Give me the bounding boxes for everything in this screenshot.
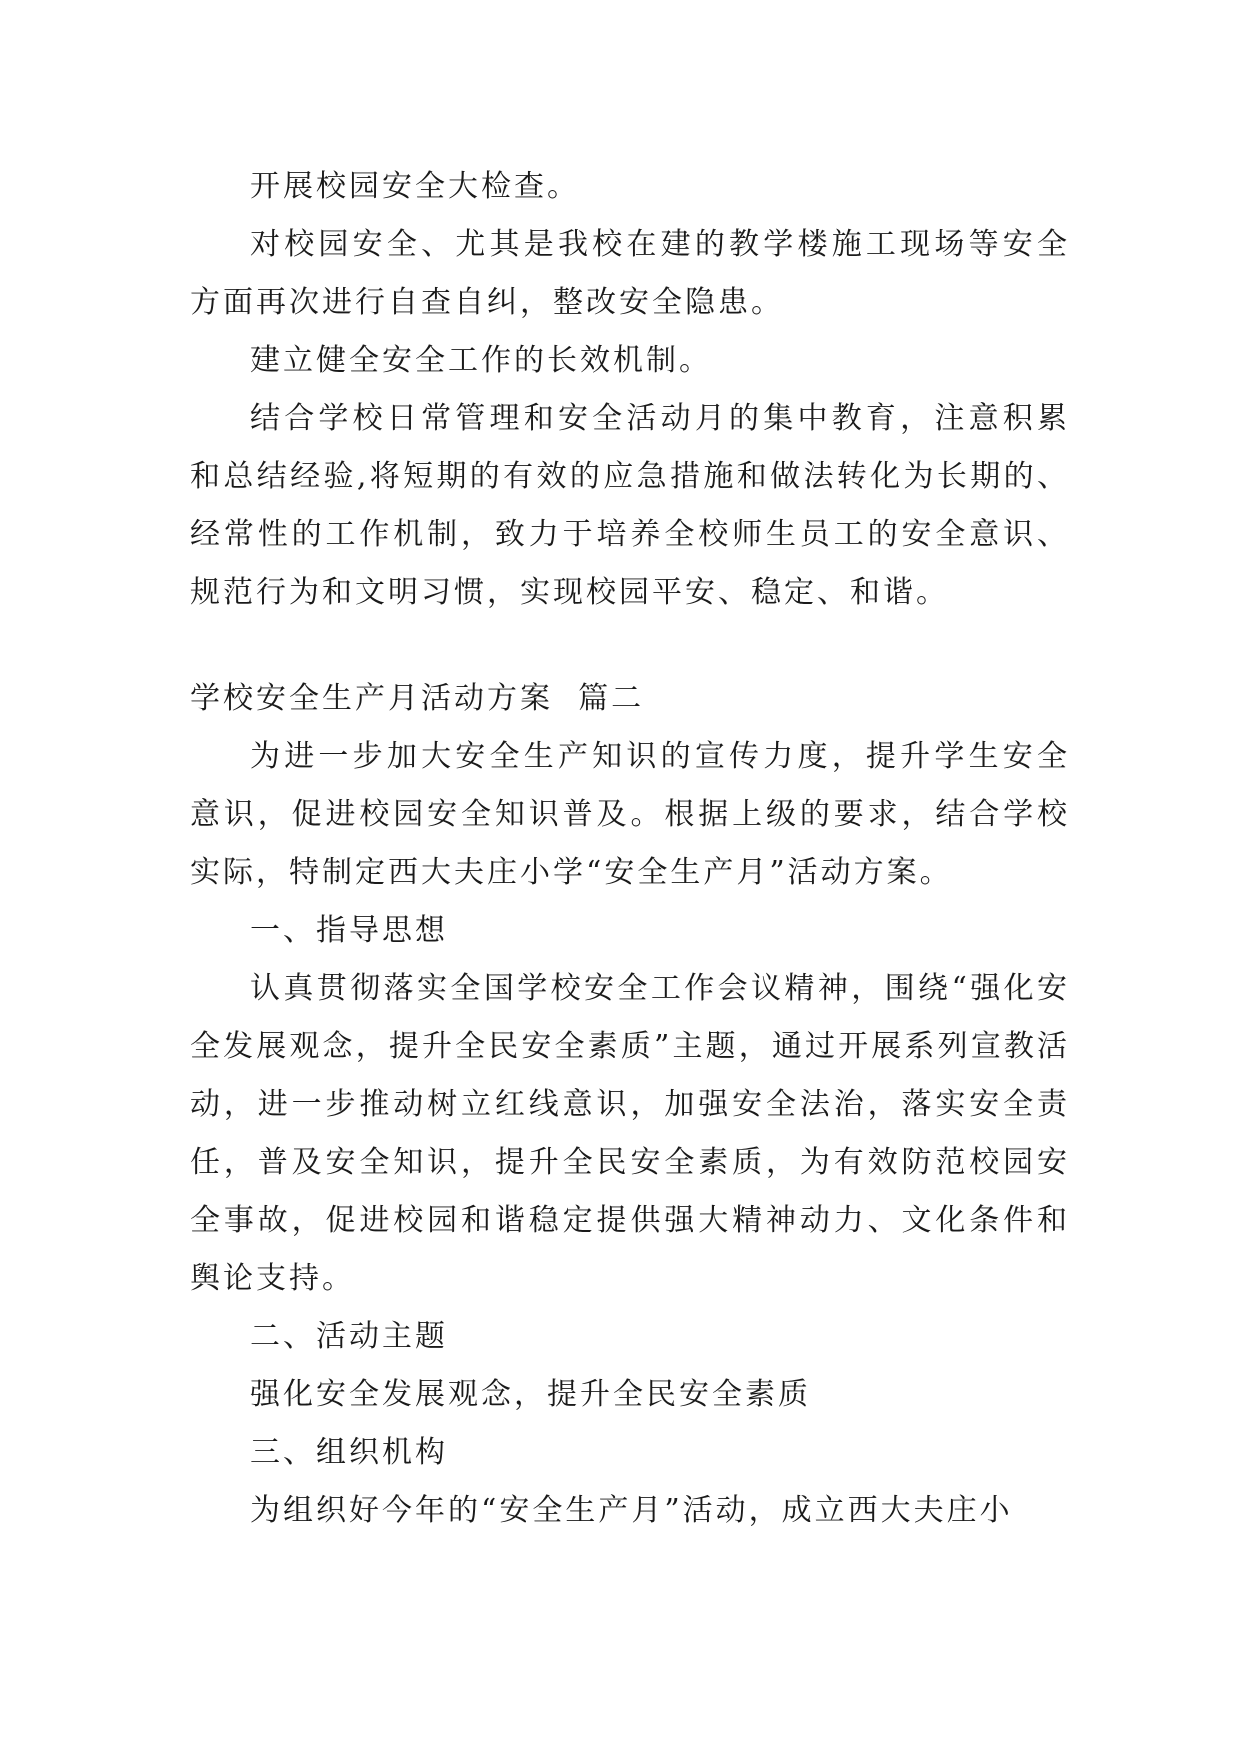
heading-guiding-thought: 一、指导思想 [250, 913, 448, 948]
paragraph-daily-management: 结合学校日常管理和安全活动月的集中教育，注意积累和总结经验,将短期的有效的应急措施和做法转化为长期的、经常性的工作机制，致力于培养全校师生员工的安全意识、规范行为和文明习惯，实现校园平安、稳定、和谐。 [190, 401, 1070, 610]
paragraph-intro: 为进一步加大安全生产知识的宣传力度，提升学生安全意识，促进校园安全知识普及。根据上级的要求，结合学校实际，特制定西大夫庄小学“安全生产月”活动方案。 [190, 739, 1070, 890]
paragraph-self-check: 对校园安全、尤其是我校在建的教学楼施工现场等安全方面再次进行自查自纠，整改安全隐患。 [190, 227, 1070, 320]
paragraph-guiding-thought: 认真贯彻落实全国学校安全工作会议精神，围绕“强化安全发展观念，提升全民安全素质”主题，通过开展系列宣教活动，进一步推动树立红线意识，加强安全法治，落实安全责任，普及安全知识，提升全民安全素质，为有效防范校园安全事故，促进校园和谐稳定提供强大精神动力、文化条件和舆论支持。 [190, 971, 1070, 1296]
paragraph-organization: 为组织好今年的“安全生产月”活动，成立西大夫庄小 [250, 1493, 1013, 1528]
paragraph-long-term-mechanism: 建立健全安全工作的长效机制。 [250, 343, 712, 378]
heading-activity-theme: 二、活动主题 [250, 1319, 448, 1354]
paragraph-campus-inspection: 开展校园安全大检查。 [250, 169, 580, 204]
document-page [190, 158, 1070, 1540]
section-title: 学校安全生产月活动方案 篇二 [190, 681, 645, 716]
heading-organization: 三、组织机构 [250, 1435, 448, 1470]
paragraph-activity-theme: 强化安全发展观念，提升全民安全素质 [250, 1377, 811, 1412]
section-gap [190, 622, 1070, 670]
